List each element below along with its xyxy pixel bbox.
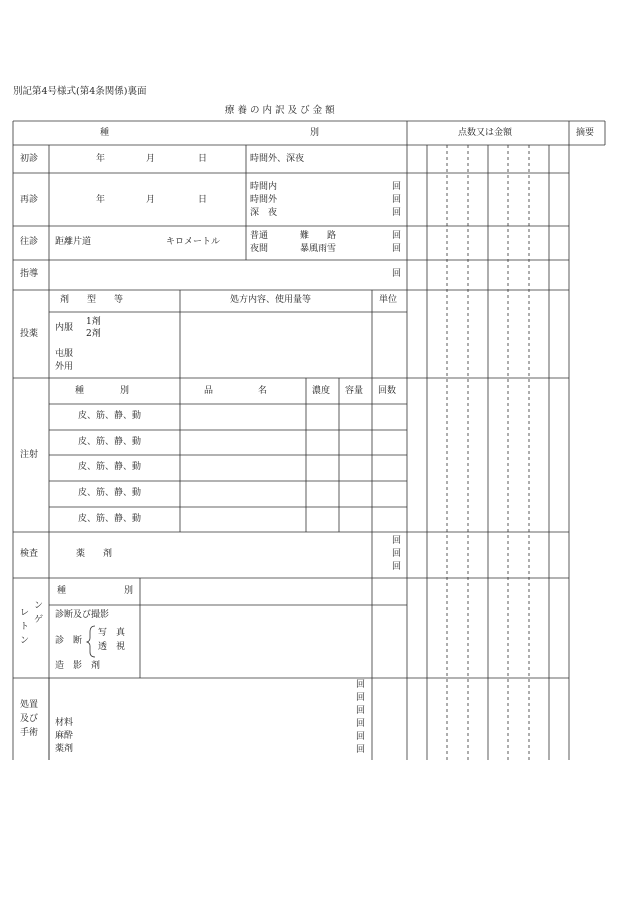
- kai-mark: 回: [356, 680, 366, 690]
- chusha-label: 注射: [20, 450, 39, 460]
- kai-mark: 回: [392, 549, 402, 559]
- touyaku-tonpuku: 屯服: [55, 349, 74, 359]
- header-type: 種: [100, 128, 110, 138]
- xray-label-col2: ン ゲ: [34, 601, 44, 625]
- kai-mark: 回: [356, 732, 366, 742]
- chusha-col-count: 回数: [378, 386, 397, 396]
- kensa-label: 検査: [20, 549, 39, 559]
- kai-mark: 回: [392, 195, 402, 205]
- saishin-day: 日: [198, 195, 208, 205]
- shidou-label: 指導: [20, 269, 39, 279]
- kai-mark: 回: [392, 269, 402, 279]
- kai-mark: 回: [392, 244, 402, 254]
- header-category: 別: [310, 128, 320, 138]
- chusha-col-name: 品 名: [204, 386, 268, 396]
- oushin-difficult: 難 路: [300, 231, 337, 241]
- oushin-normal: 普通: [250, 231, 269, 241]
- chusha-col-vol: 容量: [345, 386, 364, 396]
- xray-contrast: 造 影 剤: [55, 661, 101, 671]
- touyaku-naifuku: 内服: [55, 323, 74, 333]
- xray-kind: 種: [57, 586, 67, 596]
- oushin-label: 往診: [20, 237, 39, 247]
- xray-category: 別: [124, 586, 134, 596]
- xray-photo: 写 真: [98, 628, 126, 638]
- kai-mark: 回: [392, 536, 402, 546]
- chusha-row: 皮、筋、静、動: [78, 488, 142, 498]
- saishin-label: 再診: [20, 195, 39, 205]
- kai-mark: 回: [356, 706, 366, 716]
- xray-diag: 診 断: [55, 636, 83, 646]
- shoshin-extra: 時間外、深夜: [250, 154, 305, 164]
- kai-mark: 回: [392, 562, 402, 572]
- saishin-line-3: 深 夜: [250, 208, 278, 218]
- kensa-drug: 薬 剤: [76, 549, 113, 559]
- saishin-line-2: 時間外: [250, 195, 278, 205]
- shochi-drug: 薬剤: [55, 744, 74, 754]
- touyaku-col-content: 処方内容、使用量等: [230, 295, 312, 305]
- oushin-night: 夜間: [250, 244, 269, 254]
- oushin-storm: 暴風雨雪: [300, 244, 337, 254]
- chusha-row: 皮、筋、静、動: [78, 411, 142, 421]
- touyaku-col-type: 剤 型 等: [60, 295, 124, 305]
- chusha-col-conc: 濃度: [312, 386, 331, 396]
- kai-mark: 回: [356, 693, 366, 703]
- shoshin-day: 日: [198, 154, 208, 164]
- chusha-col-kind: 種 別: [75, 386, 130, 396]
- kai-mark: 回: [392, 231, 402, 241]
- oushin-distance: 距離片道: [55, 237, 92, 247]
- saishin-year: 年: [96, 195, 106, 205]
- saishin-line-1: 時間内: [250, 182, 278, 192]
- shoshin-label: 初診: [20, 154, 39, 164]
- touyaku-col-unit: 単位: [379, 295, 398, 305]
- header-remarks: 摘要: [576, 128, 595, 138]
- shochi-material: 材料: [55, 718, 74, 728]
- kai-mark: 回: [356, 719, 366, 729]
- xray-fluoro: 透 視: [98, 642, 126, 652]
- kai-mark: 回: [392, 208, 402, 218]
- touyaku-gaiyou: 外用: [55, 362, 74, 372]
- touyaku-dose-1: 1剤: [86, 317, 101, 327]
- header-points: 点数又は金額: [458, 128, 513, 138]
- shochi-anesthesia: 麻酔: [55, 731, 74, 741]
- form-label: 別記第4号様式(第4条関係)裏面: [13, 86, 147, 97]
- touyaku-label: 投薬: [20, 329, 39, 339]
- saishin-month: 月: [146, 195, 156, 205]
- shoshin-month: 月: [146, 154, 156, 164]
- kai-mark: 回: [356, 745, 366, 755]
- chusha-row: 皮、筋、静、動: [78, 514, 142, 524]
- oushin-unit: キロメートル: [166, 237, 221, 247]
- xray-label-col1: レ ト ン: [20, 608, 30, 646]
- chusha-row: 皮、筋、静、動: [78, 437, 142, 447]
- chusha-row: 皮、筋、静、動: [78, 462, 142, 472]
- shoshin-year: 年: [96, 154, 106, 164]
- shochi-label: 処置 及び 手術: [20, 700, 39, 738]
- form-title: 療 養 の 内 訳 及 び 金 額: [225, 105, 335, 116]
- kai-mark: 回: [392, 182, 402, 192]
- xray-diag-shoot: 診断及び撮影: [55, 610, 110, 620]
- touyaku-dose-2: 2剤: [86, 329, 101, 339]
